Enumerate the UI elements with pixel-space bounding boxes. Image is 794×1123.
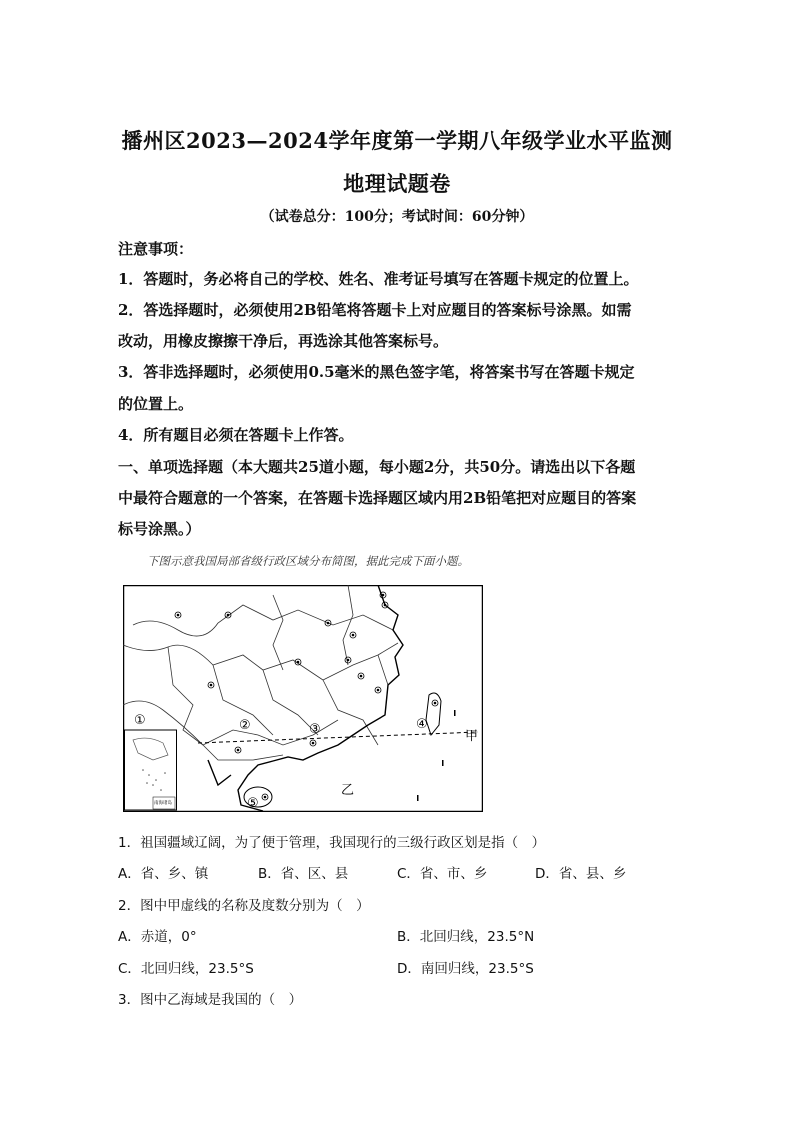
q1-option-b: B．省、区、县 — [258, 866, 349, 882]
south-china-sea-inset — [125, 730, 177, 810]
label-3: ③ — [309, 722, 321, 737]
label-jia: 甲 — [465, 729, 479, 744]
inset-label: 南海诸岛 — [154, 801, 172, 806]
q2-option-d: D．南回归线，23.5°S — [397, 961, 534, 977]
section-line: 中最符合题意的一个答案，在答题卡选择题区域内用2B铅笔把对应题目的答案 — [118, 489, 637, 507]
question-2-stem: 2．图中甲虚线的名称及度数分别为（ ） — [118, 898, 370, 914]
note-line: 1．答题时，务必将自己的学校、姓名、准考证号填写在答题卡规定的位置上。 — [118, 270, 639, 288]
q1-option-d: D．省、县、乡 — [535, 866, 627, 882]
note-line: 3．答非选择题时，必须使用0.5毫米的黑色签字笔，将答案书写在答题卡规定 — [118, 363, 635, 381]
exam-info: （试卷总分：100分；考试时间：60分钟） — [260, 209, 534, 225]
province-map — [123, 585, 483, 812]
label-yi: 乙 — [341, 783, 355, 798]
note-line: 改动，用橡皮擦擦干净后，再选涂其他答案标号。 — [118, 332, 449, 350]
label-2: ② — [239, 718, 251, 733]
q1-option-a: A．省、乡、镇 — [118, 866, 209, 882]
map-intro: 下图示意我国局部省级行政区域分布简图，据此完成下面小题。 — [147, 554, 469, 568]
note-line: 2．答选择题时，必须使用2B铅笔将答题卡上对应题目的答案标号涂黑。如需 — [118, 301, 632, 319]
note-line: 的位置上。 — [118, 395, 194, 413]
notes-heading: 注意事项： — [118, 240, 194, 258]
question-3-stem: 3．图中乙海域是我国的（ ） — [118, 992, 303, 1008]
label-4: ④ — [416, 717, 428, 732]
section-line: 标号涂黑。） — [118, 520, 201, 538]
label-5: ⑤ — [247, 796, 259, 811]
note-line: 4．所有题目必须在答题卡上作答。 — [118, 426, 354, 444]
label-1: ① — [134, 713, 146, 728]
q2-option-a: A．赤道，0° — [118, 929, 197, 945]
question-1-stem: 1．祖国疆域辽阔，为了便于管理，我国现行的三级行政区划是指（ ） — [118, 835, 546, 851]
q2-option-b: B．北回归线，23.5°N — [397, 929, 535, 945]
q1-option-c: C．省、市、乡 — [397, 866, 488, 882]
section-line: 一、单项选择题（本大题共25道小题，每小题2分，共50分。请选出以下各题 — [118, 458, 636, 476]
q2-option-c: C．北回归线，23.5°S — [118, 961, 254, 977]
page-title: 播州区2023—2024学年度第一学期八年级学业水平监测 — [121, 128, 673, 153]
page-subtitle: 地理试题卷 — [343, 171, 451, 196]
